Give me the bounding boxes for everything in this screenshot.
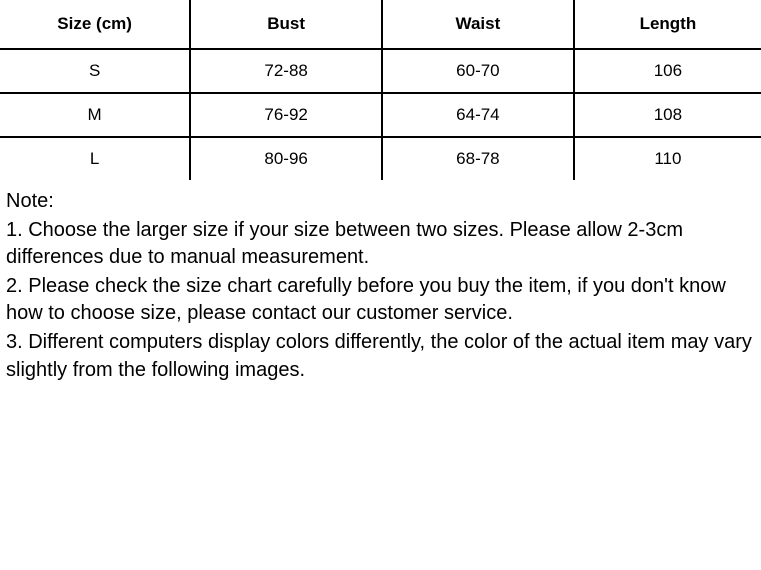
cell-bust: 76-92: [190, 93, 382, 137]
size-chart-table: [0, 0, 761, 180]
table-row: [0, 49, 761, 93]
cell-length: 110: [654, 149, 682, 168]
notes-title: Note:: [6, 190, 54, 212]
table-header-row: [0, 0, 761, 49]
cell-bust: 80-96: [190, 137, 382, 180]
cell-size: S: [0, 49, 190, 93]
cell-length: 106: [574, 49, 761, 93]
note-line-2: 2. Please check the size chart carefully before you buy the item, if you don't know how to choose size, please contact our customer service.: [6, 274, 726, 325]
notes-section: [0, 180, 761, 384]
table-row: [0, 93, 761, 137]
cell-waist: 64-74: [382, 93, 574, 137]
column-header-bust: Bust: [190, 0, 382, 49]
column-header-waist: Waist: [382, 0, 574, 49]
column-header-size: Size (cm): [0, 0, 190, 49]
table-row: [0, 137, 761, 180]
cell-waist: 68-78: [382, 137, 574, 180]
column-header-length: Length: [574, 0, 761, 49]
note-line-1: 1. Choose the larger size if your size between two sizes. Please allow 2-3cm differences due to manual measurement.: [6, 218, 683, 269]
cell-size: L: [0, 137, 190, 180]
note-line-3: 3. Different computers display colors differently, the color of the actual item may vary slightly from the following images.: [6, 330, 752, 381]
cell-bust: 72-88: [190, 49, 382, 93]
cell-size: M: [0, 93, 190, 137]
cell-length: 108: [574, 93, 761, 137]
cell-waist: 60-70: [382, 49, 574, 93]
